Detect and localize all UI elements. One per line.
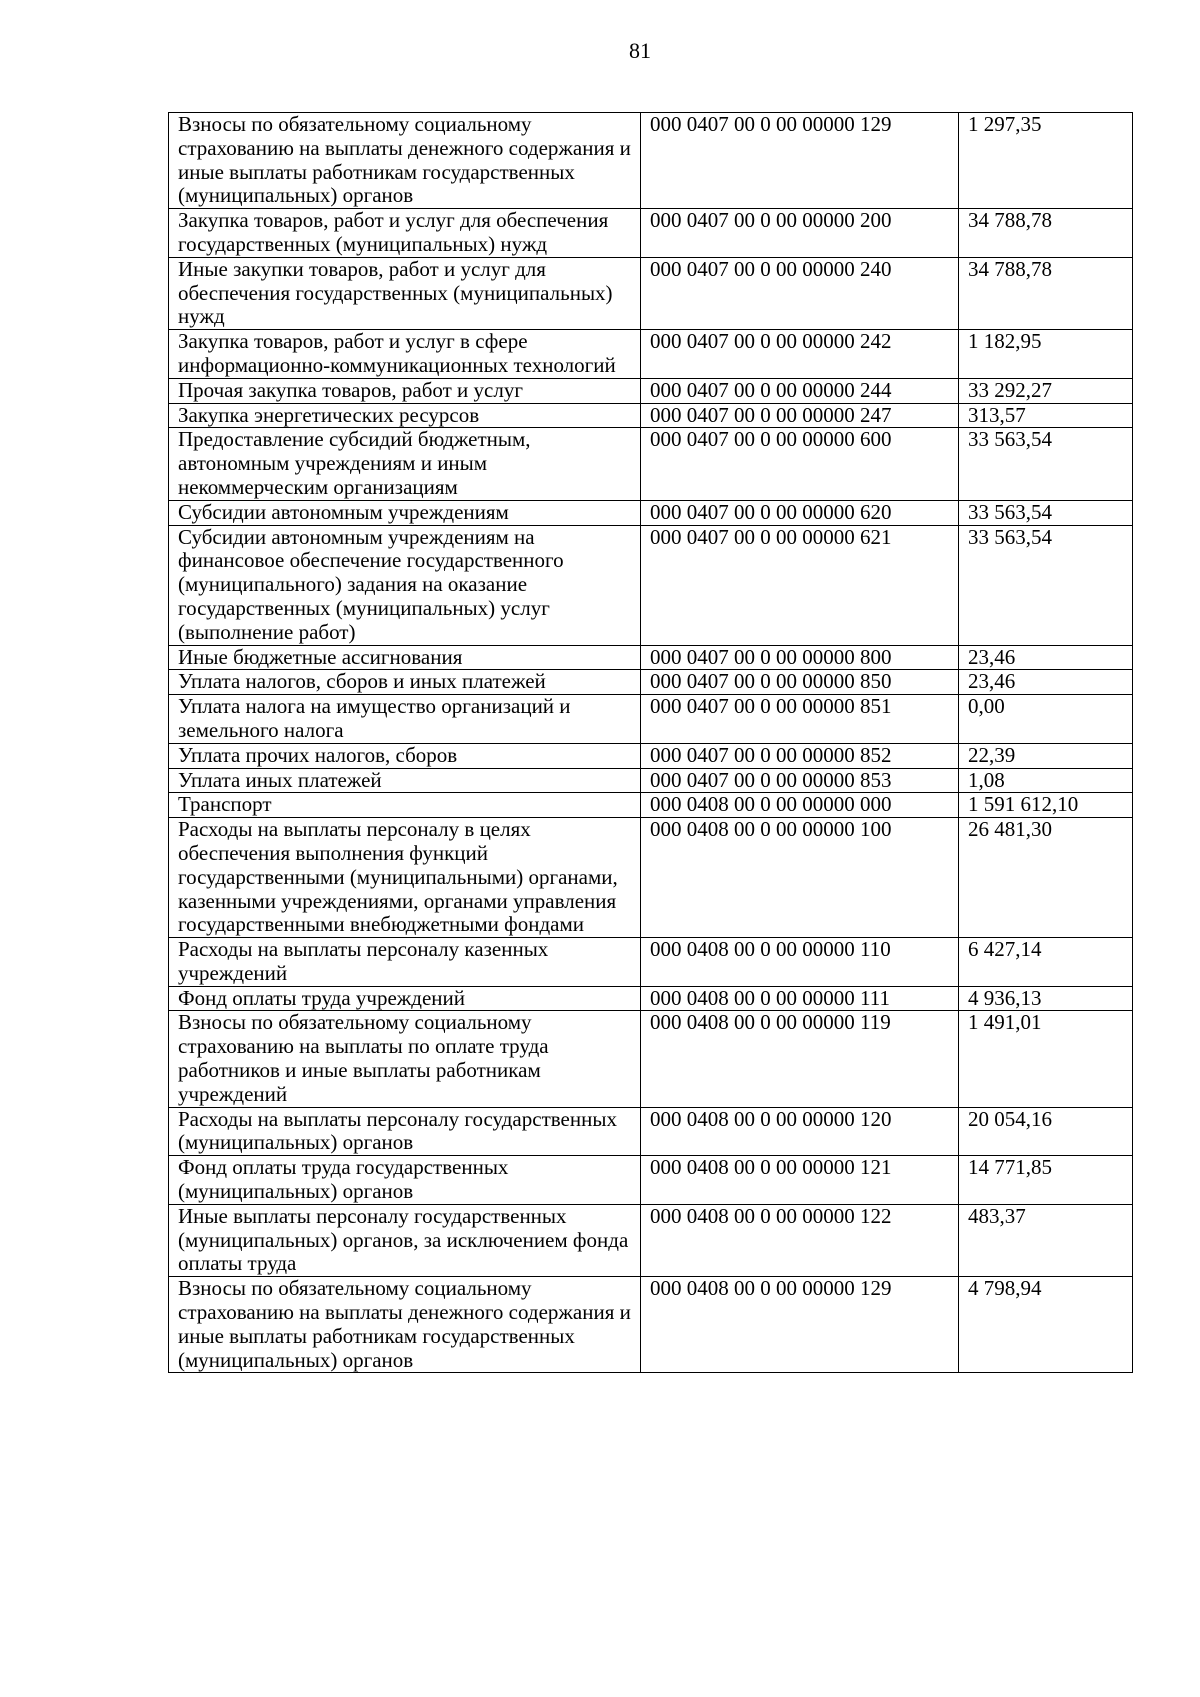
expense-name-cell: Иные закупки товаров, работ и услуг для обеспечения государственных (муниципальных) нужд <box>169 257 641 329</box>
table-row <box>169 1204 1133 1276</box>
expense-name-cell: Закупка энергетических ресурсов <box>169 403 641 428</box>
expense-name-cell: Фонд оплаты труда учреждений <box>169 986 641 1011</box>
budget-code-cell: 000 0408 00 0 00 00000 129 <box>641 1277 959 1373</box>
expense-name-cell: Взносы по обязательному социальному страхованию на выплаты денежного содержания и иные выплаты работникам государственных (муниципальных) органов <box>169 113 641 209</box>
budget-code-cell: 000 0407 00 0 00 00000 850 <box>641 670 959 695</box>
table-row <box>169 1011 1133 1107</box>
budget-code-cell: 000 0407 00 0 00 00000 853 <box>641 768 959 793</box>
expense-name-cell: Закупка товаров, работ и услуг для обеспечения государственных (муниципальных) нужд <box>169 209 641 258</box>
table-row <box>169 938 1133 987</box>
amount-cell: 26 481,30 <box>959 818 1133 938</box>
amount-cell: 6 427,14 <box>959 938 1133 987</box>
amount-cell: 23,46 <box>959 645 1133 670</box>
budget-table-body <box>169 113 1133 1373</box>
table-row <box>169 525 1133 645</box>
amount-cell: 483,37 <box>959 1204 1133 1276</box>
table-row <box>169 645 1133 670</box>
expense-name-cell: Закупка товаров, работ и услуг в сфере информационно-коммуникационных технологий <box>169 330 641 379</box>
budget-code-cell: 000 0408 00 0 00 00000 000 <box>641 793 959 818</box>
budget-code-cell: 000 0407 00 0 00 00000 621 <box>641 525 959 645</box>
budget-code-cell: 000 0408 00 0 00 00000 120 <box>641 1107 959 1156</box>
budget-code-cell: 000 0407 00 0 00 00000 800 <box>641 645 959 670</box>
table-row <box>169 818 1133 938</box>
budget-code-cell: 000 0407 00 0 00 00000 242 <box>641 330 959 379</box>
budget-code-cell: 000 0407 00 0 00 00000 200 <box>641 209 959 258</box>
table-row <box>169 378 1133 403</box>
amount-cell: 1 182,95 <box>959 330 1133 379</box>
table-row <box>169 695 1133 744</box>
page-number: 81 <box>629 38 651 63</box>
amount-cell: 4 798,94 <box>959 1277 1133 1373</box>
amount-cell: 33 292,27 <box>959 378 1133 403</box>
expense-name-cell: Взносы по обязательному социальному страхованию на выплаты денежного содержания и иные выплаты работникам государственных (муниципальных) органов <box>169 1277 641 1373</box>
budget-code-cell: 000 0407 00 0 00 00000 620 <box>641 500 959 525</box>
expense-name-cell: Иные выплаты персоналу государственных (муниципальных) органов, за исключением фонда оплаты труда <box>169 1204 641 1276</box>
table-row <box>169 428 1133 500</box>
budget-code-cell: 000 0408 00 0 00 00000 122 <box>641 1204 959 1276</box>
budget-code-cell: 000 0407 00 0 00 00000 247 <box>641 403 959 428</box>
table-row <box>169 500 1133 525</box>
expense-name-cell: Расходы на выплаты персоналу в целях обеспечения выполнения функций государственными (муниципальными) органами, казенными учреждениями, органами управления государственными внебюджетными фондами <box>169 818 641 938</box>
table-row <box>169 1277 1133 1373</box>
table-row <box>169 743 1133 768</box>
amount-cell: 0,00 <box>959 695 1133 744</box>
expense-name-cell: Субсидии автономным учреждениям <box>169 500 641 525</box>
budget-code-cell: 000 0408 00 0 00 00000 110 <box>641 938 959 987</box>
amount-cell: 33 563,54 <box>959 428 1133 500</box>
amount-cell: 14 771,85 <box>959 1156 1133 1205</box>
expense-name-cell: Уплата налогов, сборов и иных платежей <box>169 670 641 695</box>
table-row <box>169 257 1133 329</box>
budget-code-cell: 000 0408 00 0 00 00000 111 <box>641 986 959 1011</box>
table-row <box>169 403 1133 428</box>
budget-table <box>168 112 1133 1373</box>
amount-cell: 20 054,16 <box>959 1107 1133 1156</box>
budget-code-cell: 000 0407 00 0 00 00000 129 <box>641 113 959 209</box>
expense-name-cell: Уплата прочих налогов, сборов <box>169 743 641 768</box>
budget-code-cell: 000 0407 00 0 00 00000 600 <box>641 428 959 500</box>
amount-cell: 23,46 <box>959 670 1133 695</box>
budget-code-cell: 000 0407 00 0 00 00000 244 <box>641 378 959 403</box>
expense-name-cell: Уплата налога на имущество организаций и земельного налога <box>169 695 641 744</box>
table-row <box>169 209 1133 258</box>
amount-cell: 34 788,78 <box>959 209 1133 258</box>
expense-name-cell: Прочая закупка товаров, работ и услуг <box>169 378 641 403</box>
table-row <box>169 768 1133 793</box>
expense-name-cell: Предоставление субсидий бюджетным, автономным учреждениям и иным некоммерческим организациям <box>169 428 641 500</box>
amount-cell: 1 491,01 <box>959 1011 1133 1107</box>
budget-code-cell: 000 0407 00 0 00 00000 852 <box>641 743 959 768</box>
amount-cell: 1,08 <box>959 768 1133 793</box>
budget-code-cell: 000 0407 00 0 00 00000 851 <box>641 695 959 744</box>
table-row <box>169 986 1133 1011</box>
amount-cell: 313,57 <box>959 403 1133 428</box>
expense-name-cell: Расходы на выплаты персоналу государственных (муниципальных) органов <box>169 1107 641 1156</box>
table-row <box>169 113 1133 209</box>
table-row <box>169 1156 1133 1205</box>
expense-name-cell: Фонд оплаты труда государственных (муниципальных) органов <box>169 1156 641 1205</box>
table-row <box>169 670 1133 695</box>
amount-cell: 1 297,35 <box>959 113 1133 209</box>
budget-code-cell: 000 0408 00 0 00 00000 100 <box>641 818 959 938</box>
amount-cell: 1 591 612,10 <box>959 793 1133 818</box>
table-row <box>169 1107 1133 1156</box>
expense-name-cell: Субсидии автономным учреждениям на финансовое обеспечение государственного (муниципального) задания на оказание государственных (муниципальных) услуг (выполнение работ) <box>169 525 641 645</box>
budget-code-cell: 000 0408 00 0 00 00000 119 <box>641 1011 959 1107</box>
expense-name-cell: Иные бюджетные ассигнования <box>169 645 641 670</box>
budget-code-cell: 000 0408 00 0 00 00000 121 <box>641 1156 959 1205</box>
amount-cell: 22,39 <box>959 743 1133 768</box>
amount-cell: 4 936,13 <box>959 986 1133 1011</box>
amount-cell: 33 563,54 <box>959 525 1133 645</box>
budget-code-cell: 000 0407 00 0 00 00000 240 <box>641 257 959 329</box>
expense-name-cell: Взносы по обязательному социальному страхованию на выплаты по оплате труда работников и иные выплаты работникам учреждений <box>169 1011 641 1107</box>
amount-cell: 33 563,54 <box>959 500 1133 525</box>
expense-name-cell: Расходы на выплаты персоналу казенных учреждений <box>169 938 641 987</box>
expense-name-cell: Транспорт <box>169 793 641 818</box>
table-row <box>169 793 1133 818</box>
expense-name-cell: Уплата иных платежей <box>169 768 641 793</box>
table-row <box>169 330 1133 379</box>
amount-cell: 34 788,78 <box>959 257 1133 329</box>
